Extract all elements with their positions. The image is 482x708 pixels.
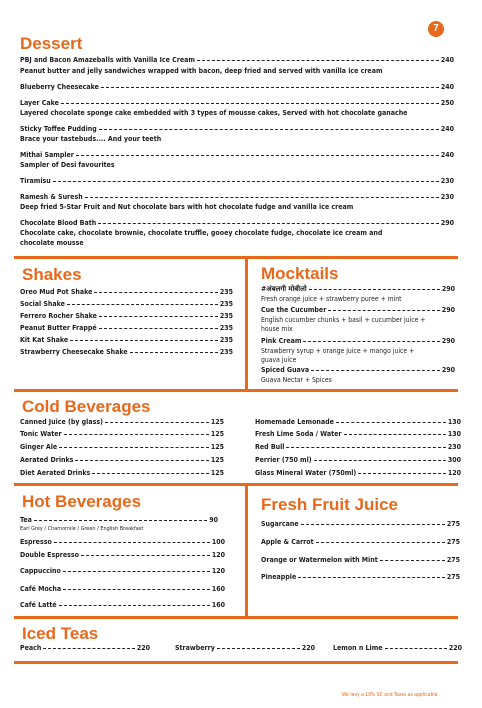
item-name: Orange or Watermelon with Mint: [261, 556, 378, 564]
menu-item: [20, 336, 233, 345]
menu-item: [261, 366, 455, 375]
item-name: Double Espresso: [20, 551, 79, 559]
menu-item: [20, 99, 454, 108]
item-price: 240: [440, 56, 454, 64]
item-name: Ferrero Rocher Shake: [20, 312, 97, 320]
item-price: 235: [219, 288, 233, 296]
menu-item: [261, 573, 460, 582]
item-name: Aerated Drinks: [20, 456, 74, 464]
item-description: Sampler of Desi favourites: [20, 161, 115, 169]
item-price: 130: [447, 430, 461, 438]
menu-item: [175, 644, 315, 653]
menu-item: [20, 538, 225, 547]
menu-item: [255, 430, 461, 439]
menu-item: [20, 443, 224, 452]
menu-item: [20, 456, 224, 465]
hot-beverages-title: Hot Beverages: [22, 492, 142, 511]
menu-item: [261, 285, 455, 294]
page-number-badge: 7: [428, 21, 444, 37]
tax-note: We levy a 10% SC and Taxes as applicable.: [342, 692, 439, 698]
item-price: 275: [446, 520, 460, 528]
item-price: 220: [301, 644, 315, 652]
item-name: Cue the Cucumber: [261, 306, 327, 314]
item-name: Strawberry: [175, 644, 215, 652]
menu-item: [20, 430, 224, 439]
item-name: Spiced Guava: [261, 366, 310, 374]
item-name: Sticky Toffee Pudding: [20, 125, 97, 133]
menu-item: [255, 469, 461, 478]
item-name: Lemon n Lime: [333, 644, 383, 652]
item-price: 300: [447, 456, 461, 464]
item-description: Deep fried 5-Star Fruit and Nut chocolate bars with hot chocolate fudge and vanilla ice cream: [20, 203, 354, 211]
item-name: Red Bull: [255, 443, 285, 451]
item-description: Guava Nectar + Spices: [261, 376, 332, 384]
item-name: Perrier (750 ml): [255, 456, 312, 464]
menu-item: [20, 644, 150, 653]
item-price: 250: [440, 99, 454, 107]
item-price: 130: [447, 418, 461, 426]
menu-item: [20, 516, 218, 525]
item-price: 240: [440, 125, 454, 133]
item-price: 230: [447, 443, 461, 451]
menu-item: [261, 538, 460, 547]
item-description: house mix: [261, 325, 293, 333]
item-description: chocolate mousse: [20, 239, 84, 247]
item-name: Cappuccino: [20, 567, 61, 575]
item-name: Tea: [20, 516, 32, 524]
item-name: Blueberry Cheesecake: [20, 83, 99, 91]
item-name: Glass Mineral Water (750ml): [255, 469, 357, 477]
menu-item: [20, 219, 454, 228]
menu-item: [20, 348, 233, 357]
menu-item: [255, 443, 461, 452]
item-price: 290: [441, 306, 455, 314]
section-divider: [14, 483, 458, 486]
item-description: Layered chocolate sponge cake embedded with 3 types of mousse cakes, Served with hot chocolate ganache: [20, 109, 408, 117]
item-name: Espresso: [20, 538, 52, 546]
item-name: Pineapple: [261, 573, 297, 581]
menu-item: [261, 520, 460, 529]
item-price: 235: [219, 324, 233, 332]
item-price: 275: [446, 573, 460, 581]
item-price: 120: [211, 567, 225, 575]
menu-item: [20, 193, 454, 202]
item-price: 125: [210, 430, 224, 438]
fresh-fruit-juice-title: Fresh Fruit Juice: [261, 495, 398, 514]
item-name: Ginger Ale: [20, 443, 58, 451]
item-price: 125: [210, 418, 224, 426]
item-name: Kit Kat Shake: [20, 336, 69, 344]
item-name: Strawberry Cheesecake Shake: [20, 348, 128, 356]
menu-item: [261, 337, 455, 346]
item-price: 125: [210, 469, 224, 477]
shakes-title: Shakes: [22, 265, 82, 284]
menu-item: [20, 551, 225, 560]
section-divider: [14, 389, 458, 392]
item-price: 100: [211, 538, 225, 546]
item-price: 275: [446, 556, 460, 564]
item-name: Peach: [20, 644, 42, 652]
item-description: English cucumber chunks + basil + cucumber juice +: [261, 316, 426, 324]
item-price: 120: [211, 551, 225, 559]
item-name: Fresh Lime Soda / Water: [255, 430, 342, 438]
item-price: 160: [211, 585, 225, 593]
menu-item: [20, 324, 233, 333]
menu-item: [20, 177, 454, 186]
menu-item: [20, 288, 233, 297]
menu-item: [20, 312, 233, 321]
menu-item: [255, 418, 461, 427]
item-name: Peanut Butter Frappé: [20, 324, 97, 332]
item-description: Fresh orange juice + strawberry puree + mint: [261, 295, 402, 303]
item-price: 235: [219, 300, 233, 308]
item-price: 290: [441, 285, 455, 293]
cold-beverages-title: Cold Beverages: [22, 397, 151, 416]
item-description: Strawberry syrup + orange juice + mango juice +: [261, 347, 415, 355]
item-description: Chocolate cake, chocolate brownie, chocolate truffle, gooey chocolate fudge, chocolate ice cream and: [20, 229, 383, 237]
item-name: Ramesh & Suresh: [20, 193, 83, 201]
menu-item: [20, 83, 454, 92]
item-price: 230: [440, 193, 454, 201]
item-name: Apple & Carrot: [261, 538, 314, 546]
item-name: Homemade Lemonade: [255, 418, 334, 426]
item-price: 220: [448, 644, 462, 652]
item-price: 235: [219, 348, 233, 356]
item-price: 235: [219, 336, 233, 344]
item-name: Diet Aerated Drinks: [20, 469, 91, 477]
item-price: 125: [210, 443, 224, 451]
menu-item: [261, 306, 455, 315]
menu-item: [20, 125, 454, 134]
item-name: Café Latté: [20, 601, 57, 609]
menu-item: [261, 556, 460, 565]
item-price: 290: [441, 366, 455, 374]
item-description: Brace your tastebuds.... And your teeth: [20, 135, 162, 143]
item-name: Sugarcane: [261, 520, 299, 528]
mocktails-title: Mocktails: [261, 264, 339, 283]
menu-item: [20, 418, 224, 427]
item-name: Tiramisu: [20, 177, 51, 185]
item-name: Oreo Mud Pot Shake: [20, 288, 93, 296]
column-divider: [245, 256, 248, 392]
item-price: 230: [440, 177, 454, 185]
menu-item: [20, 469, 224, 478]
item-name: #अंबलगी मोबीलो: [261, 285, 307, 293]
dessert-title: Dessert: [20, 34, 83, 53]
item-name: PBJ and Bacon Amazeballs with Vanilla Ice Cream: [20, 56, 195, 64]
item-name: Chocolate Blood Bath: [20, 219, 97, 227]
item-description: Peanut butter and jelly sandwiches wrapped with bacon, deep fried and served with vanilla ice cream: [20, 67, 383, 75]
item-price: 240: [440, 151, 454, 159]
item-price: 275: [446, 538, 460, 546]
menu-item: [20, 56, 454, 65]
item-name: Tonic Water: [20, 430, 62, 438]
item-price: 290: [440, 219, 454, 227]
item-price: 220: [136, 644, 150, 652]
item-price: 160: [211, 601, 225, 609]
menu-item: [20, 601, 225, 610]
item-name: Pink Cream: [261, 337, 302, 345]
item-name: Layer Cake: [20, 99, 59, 107]
section-divider: [14, 256, 458, 259]
section-divider: [14, 616, 458, 619]
item-price: 235: [219, 312, 233, 320]
item-price: 125: [210, 456, 224, 464]
item-name: Social Shake: [20, 300, 65, 308]
menu-item: [255, 456, 461, 465]
item-price: 90: [209, 516, 218, 524]
item-name: Café Mocha: [20, 585, 62, 593]
menu-item: [20, 300, 233, 309]
item-description: guava juice: [261, 356, 297, 364]
item-name: Canned Juice (by glass): [20, 418, 103, 426]
menu-item: [20, 151, 454, 160]
column-divider: [245, 483, 248, 619]
item-price: 240: [440, 83, 454, 91]
menu-item: [20, 585, 225, 594]
iced-teas-title: Iced Teas: [22, 624, 99, 643]
item-price: 120: [447, 469, 461, 477]
menu-item: [20, 567, 225, 576]
item-description: Earl Grey / Chamomile / Green / English Breakfast: [20, 526, 144, 532]
item-price: 290: [441, 337, 455, 345]
item-name: Mithai Sampler: [20, 151, 74, 159]
menu-item: [333, 644, 462, 653]
section-divider: [14, 661, 458, 664]
